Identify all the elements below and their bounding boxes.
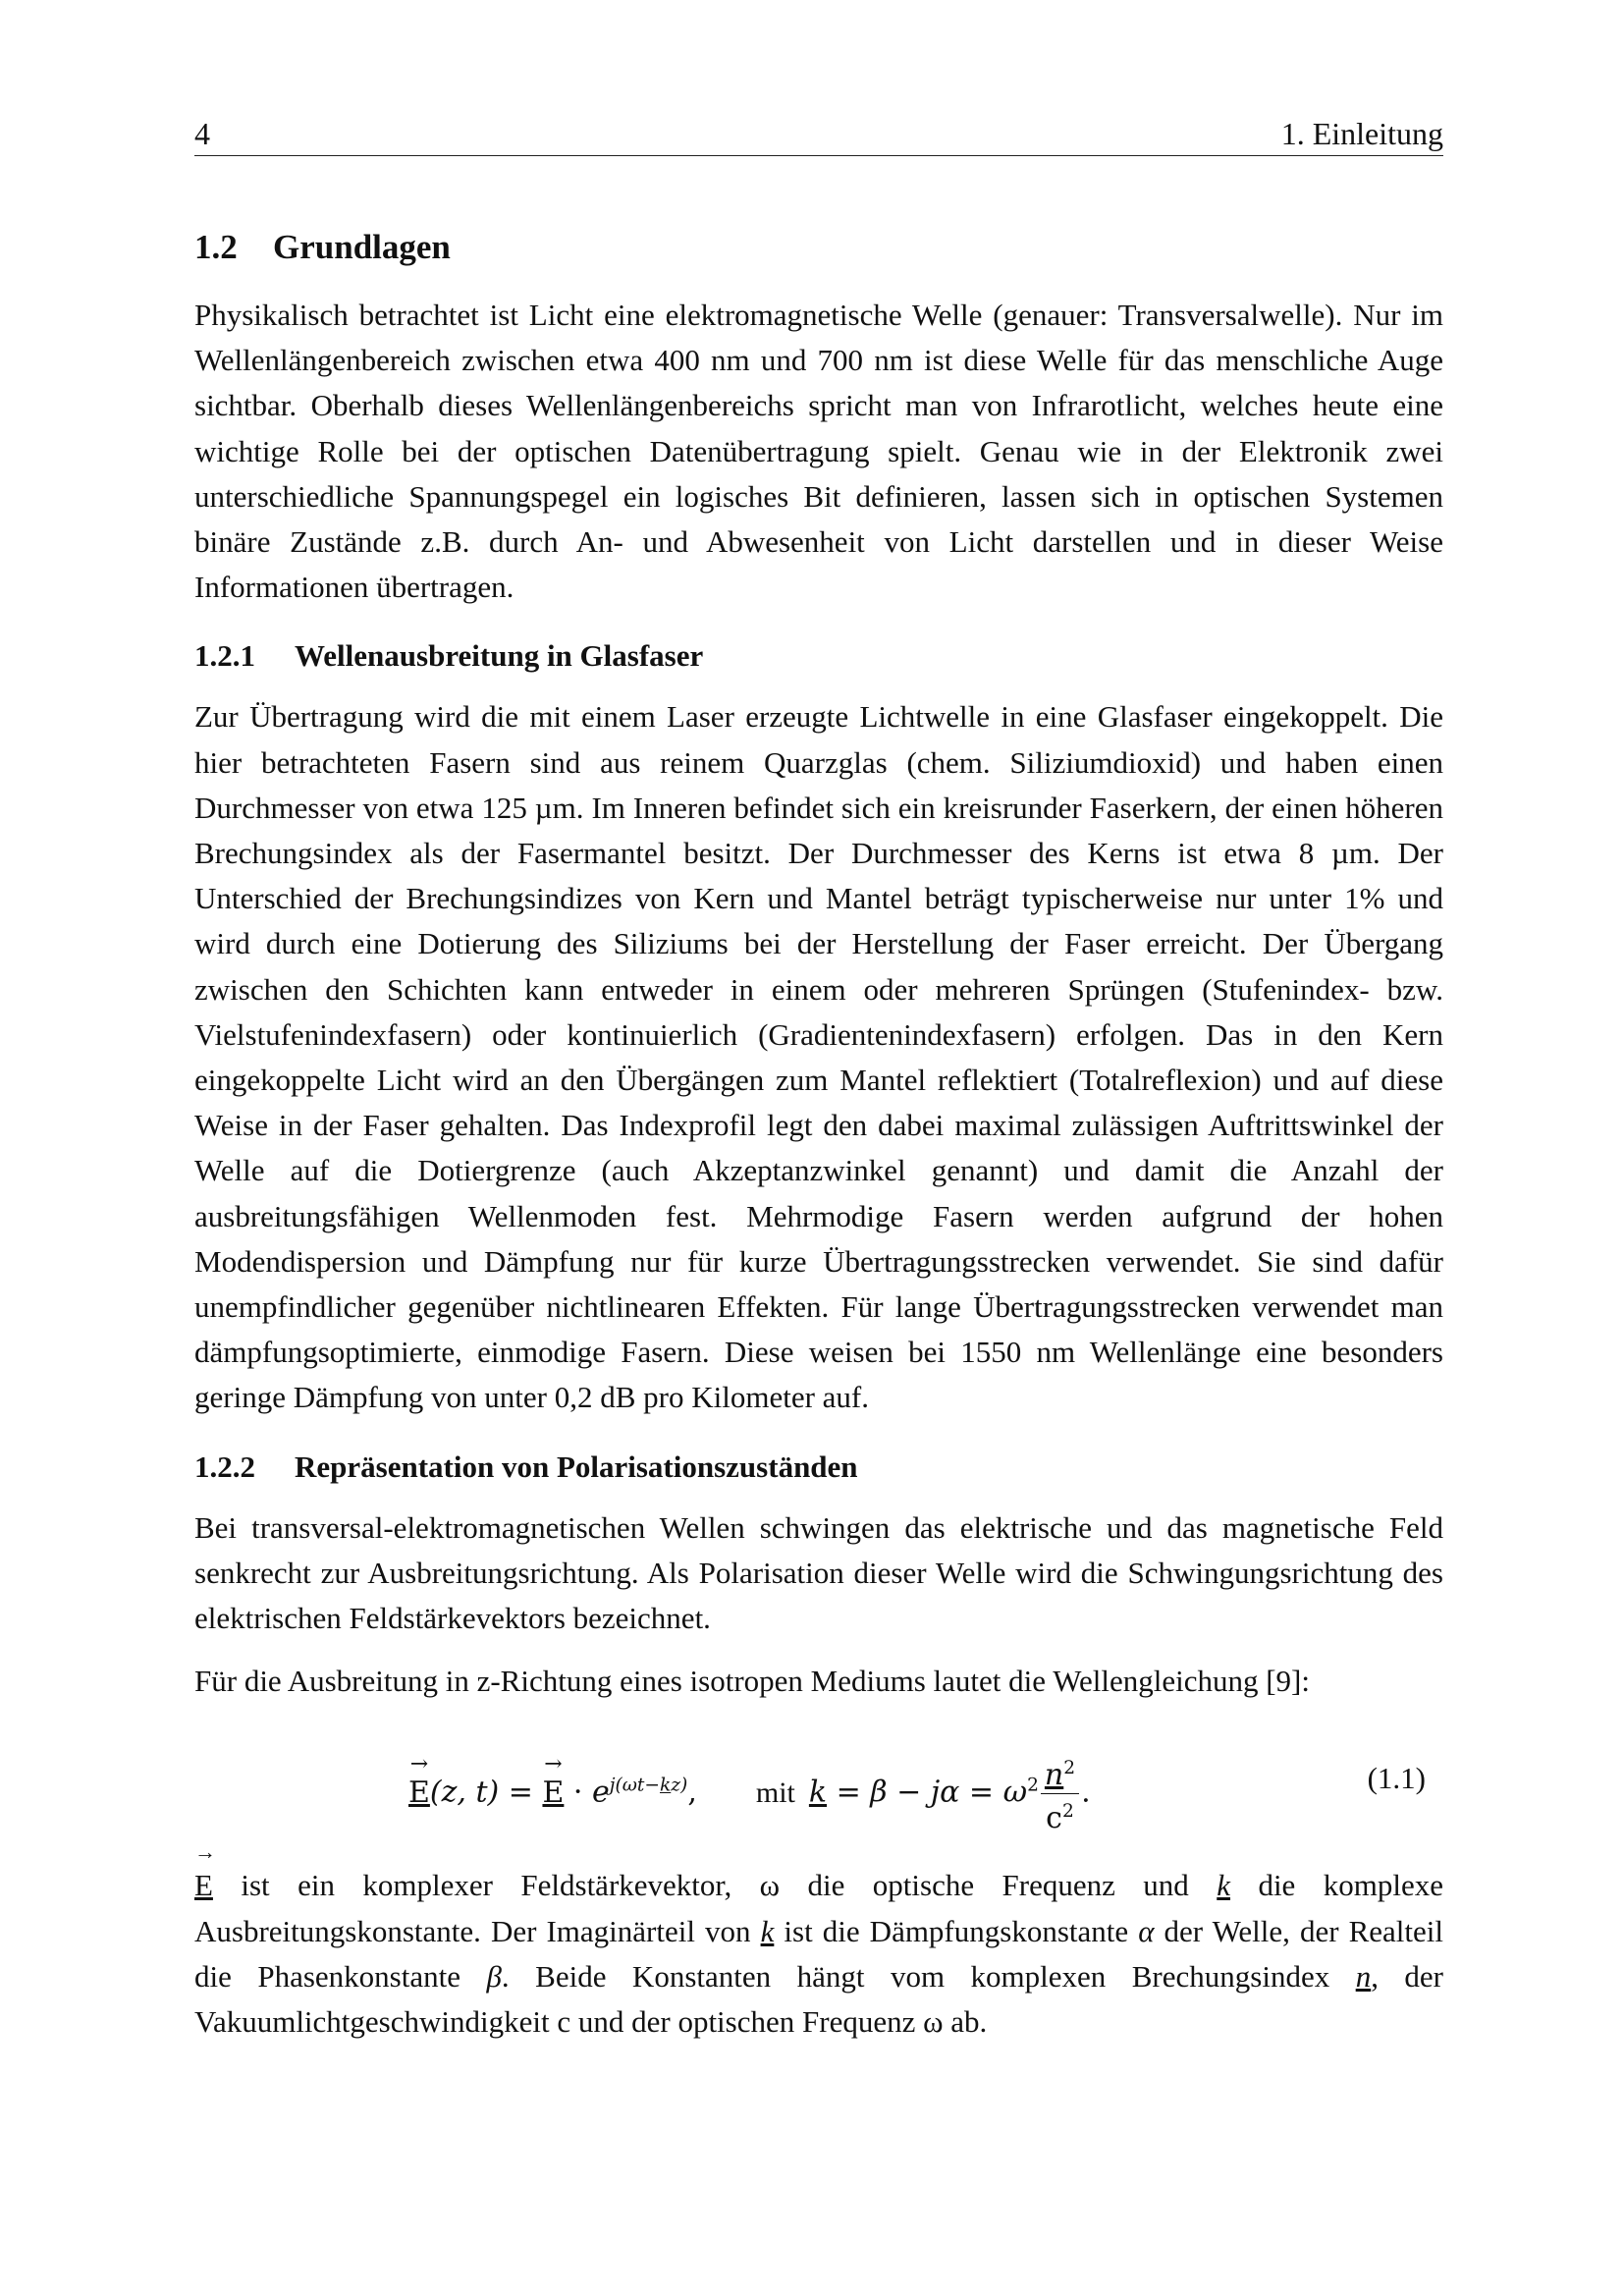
subsection-2-paragraph: Bei transversal-elektromagnetischen Wellen schwingen das elektrische und das magnetische Feld senkrecht zur Ausbreitungsrichtung. Als Polarisation dieser Welle wird die Schwingungsrichtung des elektrischen Feldstärkevektors bezeichnet. [194,1509,1443,1636]
exponent: j(ωt−kz) [609,1775,688,1796]
equation-number: (1.1) [1367,1761,1426,1796]
subsection-number: 1.2.2 [194,1449,255,1484]
equation-1-1 [194,1725,1443,1843]
subsection-title: Wellenausbreitung in Glasfaser [295,638,704,674]
field-vector-symbol: → E [408,1776,430,1810]
equation-intro-paragraph: Für die Ausbreitung in z-Richtung eines isotropen Mediums lautet die Wellengleichung [9]: [194,1664,1310,1699]
subsection-number: 1.2.1 [194,638,255,674]
subsection-heading-2 [194,1447,1443,1488]
subsection-heading-1 [194,635,1443,677]
propagation-constant-symbol: k [808,1775,828,1810]
subsection-1-paragraph: Zur Übertragung wird die mit einem Laser erzeugte Lichtwelle in eine Glasfaser eingekoppelt. Die hier betrachteten Fasern sind aus reinem Quarzglas (chem. Siliziumdioxid) und haben einen Durchmesser von etwa 125 µm. Im Inneren befindet sich ein kreisrunder Faserkern, der einen höheren Brechungsindex als der Fasermantel besitzt. Der Durchmesser des Kerns ist etwa 8 µm. Der Unterschied der Brechungsindizes von Kern und Mantel beträgt typischerweise nur unter 1% und wird durch eine Dotierung des Siliziums bei der Herstellung der Faser erreicht. Der Übergang zwischen den Schichten kann entweder in einem oder mehreren Sprüngen (Stufenindex- bzw. Vielstufenindexfasern) oder kontinuierlich (Gradientenindexfasern) erfolgen. Das in den Kern eingekoppelte Licht wird an den Übergängen zum Mantel reflektiert (Totalreflexion) und auf diese Weise in der Faser gehalten. Das Indexprofil legt den dabei maximal zulässigen Auftrittswinkel der Welle auf die Dotiergrenze (auch Akzeptanzwinkel genannt) und damit die Anzahl der ausbreitungsfähigen Wellenmoden fest. Mehrmodige Fasern werden aufgrund der hohen Modendispersion und Dämpfung nur für kurze Übertragungsstrecken verwendet. Sie sind dafür unempfindlicher gegenüber nichtlinearen Effekten. Für lange Übertragungsstrecken verwendet man dämpfungsoptimierte, einmodige Fasern. Diese weisen bei 1550 nm Wellenlänge eine besonders geringe Dämpfung von unter 0,2 dB pro Kilometer auf. [194,699,1443,1415]
equation-dot: · [564,1775,592,1810]
equation-mit: mit [755,1776,795,1809]
section-title: Grundlagen [273,228,451,266]
section-number: 1.2 [194,228,238,266]
section-intro-paragraph: Physikalisch betrachtet ist Licht eine elektromagnetische Welle (genauer: Transversalwelle). Nur im Wellenlängenbereich zwischen etwa 400 nm und 700 nm ist diese Welle für das menschliche Auge sichtbar. Oberhalb dieses Wellenlängenbereichs spricht man von Infrarotlicht, welches heute eine wichtige Rolle bei der optischen Datenübertragung spielt. Genau wie in der Elektronik zwei unterschiedliche Spannungspegel ein logisches Bit definieren, lassen sich in optischen Systemen binäre Zustände z.B. durch An- und Abwesenheit von Licht darstellen und in dieser Weise Informationen übertragen. [194,298,1443,605]
field-vector-symbol: → E [542,1776,564,1810]
equation-fraction: $\frac{n^2}{c^2}$ [1041,1751,1079,1836]
exp-base: e [591,1775,610,1810]
equation-rhs: = β − jα = ω [827,1775,1028,1810]
page-content [194,224,1443,2045]
page-number: 4 [194,116,210,151]
field-vector-symbol: → E [194,1863,213,1908]
subsection-title: Repräsentation von Polarisationszuständen [295,1449,858,1484]
equation-body: → E(z, t) = → $E \cdot e^{j(\omega t-kz)}$, mit $k = \beta - j\alpha = \omega^2$ $\frac{n^2}{c^2}$ . [408,1751,1091,1836]
chapter-title: 1. Einleitung [1280,116,1443,151]
equation-args: (z, t) = [429,1775,543,1810]
running-header [194,116,1443,156]
section-heading [194,224,1443,271]
equation-explanation-paragraph: → E ist ein komplexer Feldstärkevektor, ω die optische Frequenz und k die komplexe Ausbreitungskonstante. Der Imaginärteil von k ist die Dämpfungskonstante α der Welle, der Realteil die Phasenkonstante β. Beide Konstanten hängt vom komplexen Brechungsindex n, der Vakuumlichtgeschwindigkeit c und der optischen Frequenz ω ab. [194,1863,1443,2045]
